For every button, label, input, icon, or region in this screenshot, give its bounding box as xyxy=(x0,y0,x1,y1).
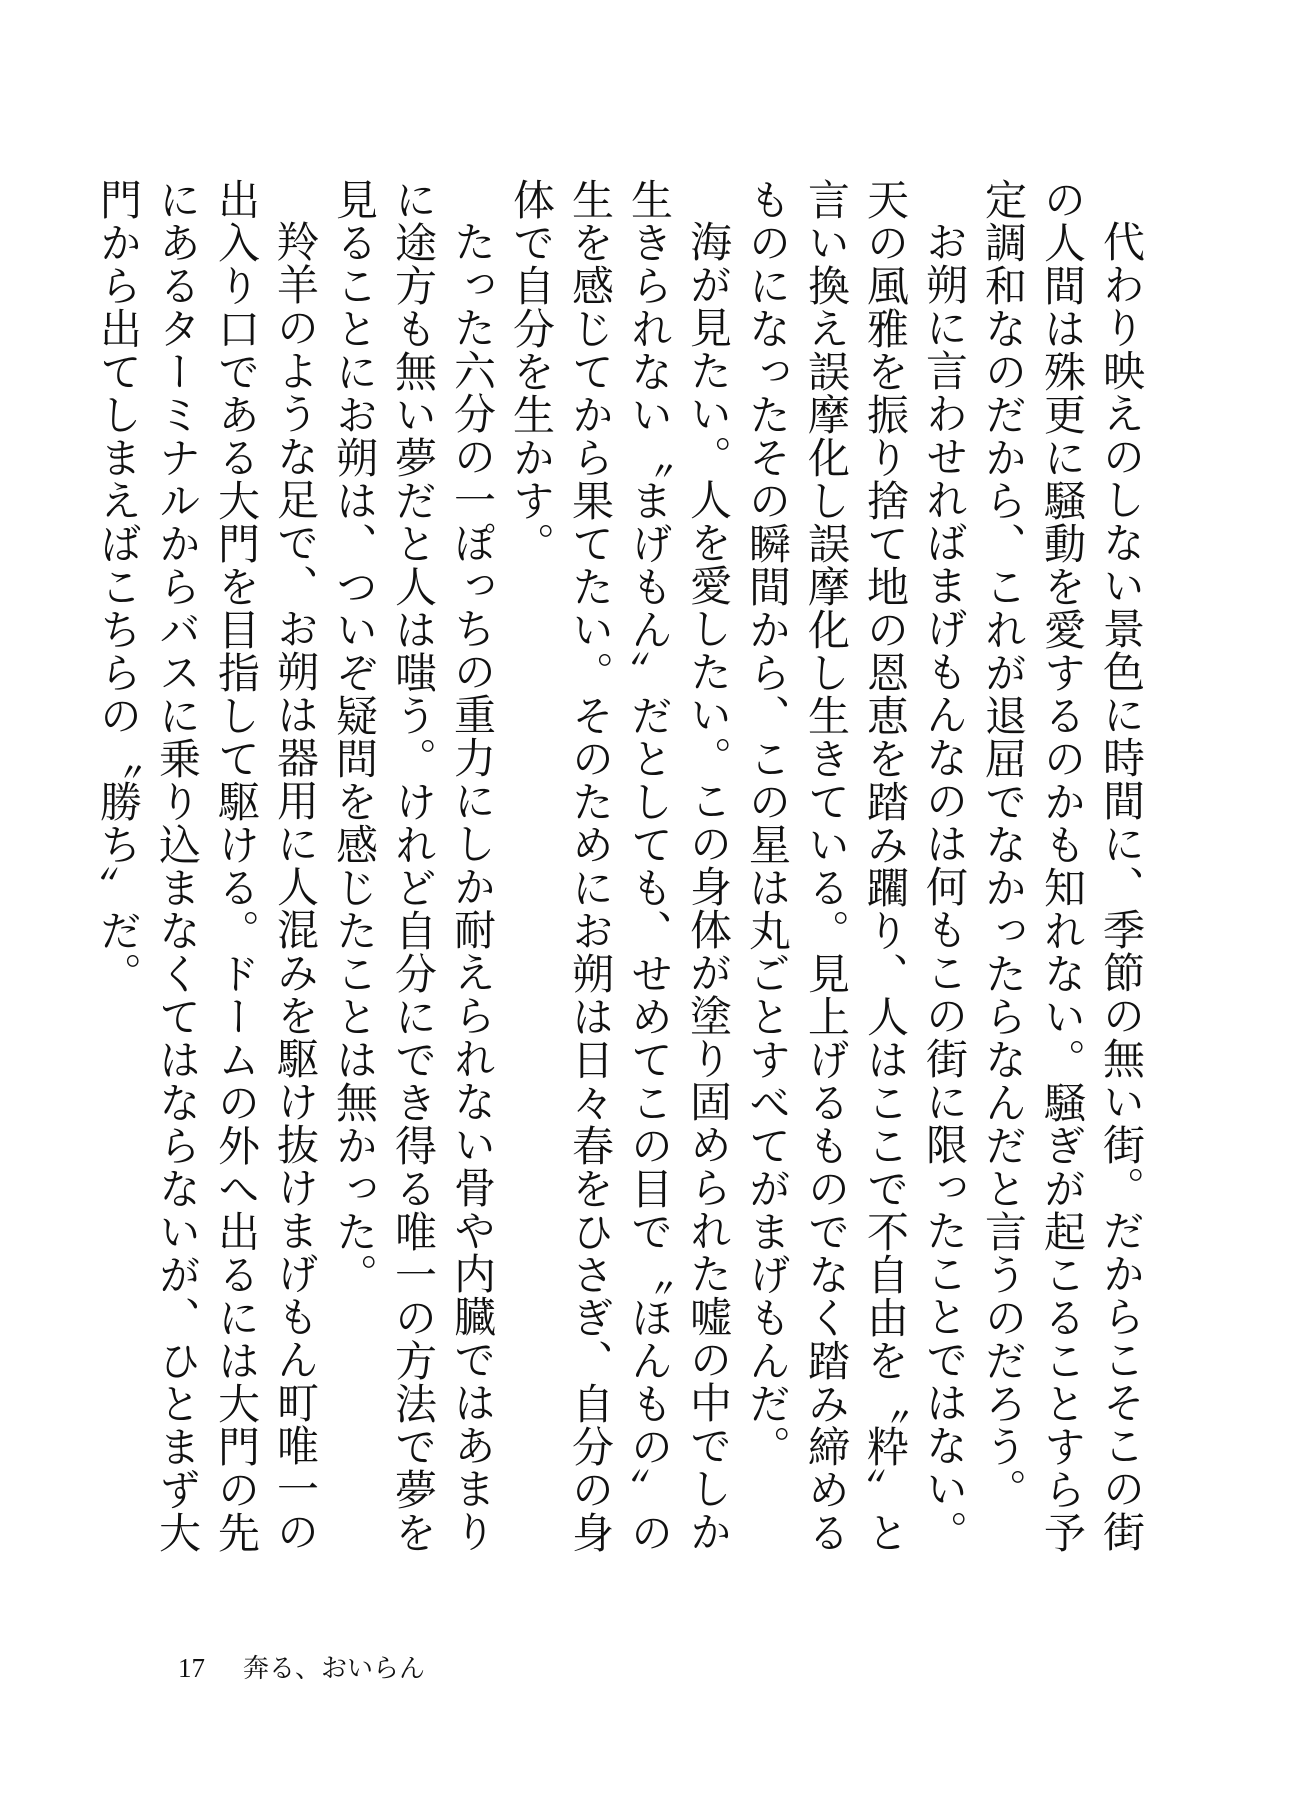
page-number: 17 xyxy=(178,1653,205,1683)
vertical-text-block xyxy=(94,178,1151,1568)
paragraph-2: お朔に言わせればまげもんなのは何もこの街に限ったことではない。 xyxy=(920,220,969,1553)
paragraph-1: 代わり映えのしない景色に時間に、季節の無い街。だからこそこの街の人間は殊更に騒動を愛するのかも知れない。騒ぎが起こることすら予定調和なのだから、これが退屈でなかったらなんだと言うのだろう。 xyxy=(979,178,1146,1554)
page-footer xyxy=(178,1648,425,1688)
paragraph-4: 海が見たい。人を愛したい。この身体が塗り固められた嘘の中でしか生きられない〝まげもん〟だとしても、せめてこの目で〝ほんもの〟の生を感じてから果てたい。そのためにお朔は日々春をひさぎ、自分の身体で自分を生かす。 xyxy=(507,178,733,1554)
paragraph-3: 天の風雅を振り捨て地の恩恵を踏み躙り、人はここで不自由を〝粋〟と言い換え誤摩化し誤摩化し生きている。見上げるものでなく踏み締めるものになったその瞬間から、この星は丸ごとすべてがまげもんだ。 xyxy=(743,178,910,1554)
paragraph-6: 羚羊のような足で、お朔は器用に人混みを駆け抜けまげもん町唯一の出入り口である大門を目指して駆ける。ドームの外へ出るには大門の先にあるターミナルからバスに乗り込まなくてはならないが、ひとまず大門から出てしまえばこちらの〝勝ち〟だ。 xyxy=(94,178,320,1554)
paragraph-5: たった六分の一ぽっちの重力にしか耐えられない骨や内臓ではあまりに途方も無い夢だと人は嗤う。けれど自分にでき得る唯一の方法で夢を見ることにお朔は、ついぞ疑問を感じたことは無かった。 xyxy=(330,178,497,1554)
book-title: 奔る、おいらん xyxy=(243,1654,426,1684)
